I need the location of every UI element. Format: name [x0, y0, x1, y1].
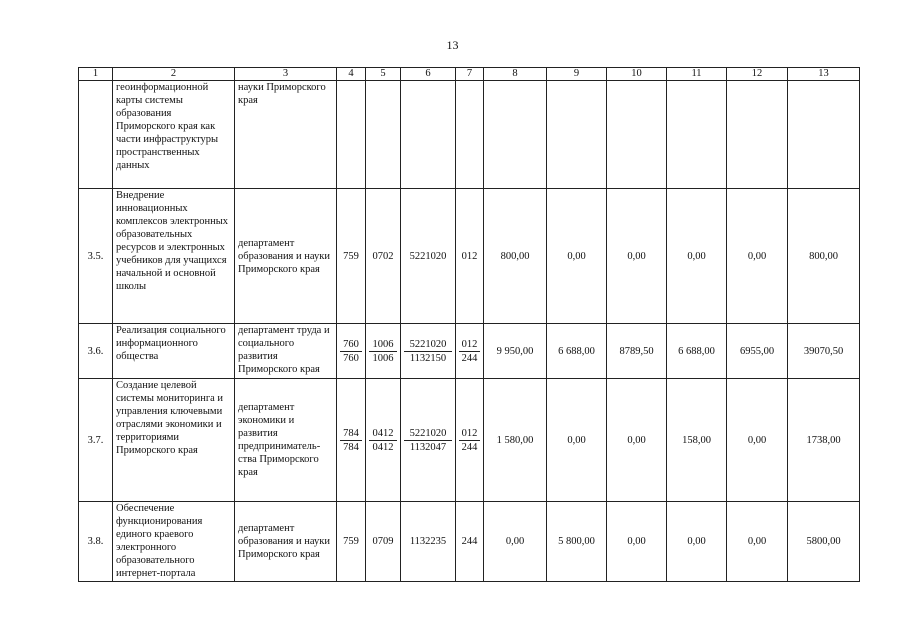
amount-col12: 0,00 [727, 379, 788, 502]
ministry-code: 760 [343, 352, 359, 364]
amount-col10: 0,00 [607, 189, 667, 324]
target-code: 1132047 [409, 441, 447, 453]
department: департамент образования и науки Приморского края [235, 189, 337, 324]
measure-name: Реализация социального информационного общества [113, 324, 235, 379]
amount-col12: 0,00 [727, 189, 788, 324]
expense-type: 244 [461, 441, 478, 453]
department: департамент экономики и развития предприниматель-ства Приморского края [235, 379, 337, 502]
target-code: 1132150 [409, 352, 447, 364]
ministry-code-cell [337, 379, 366, 502]
page-number: 13 [446, 38, 459, 52]
header-cell: 10 [607, 68, 667, 81]
ministry-code: 760 [340, 337, 362, 351]
measure-name: Создание целевой системы мониторинга и управления ключевыми отраслями экономики и территориями Приморского края [113, 379, 235, 502]
amount-col12: 0,00 [727, 502, 788, 582]
expense-type: 012 [459, 337, 480, 351]
expense-type: 244 [461, 352, 478, 364]
amount-col11: 158,00 [667, 379, 727, 502]
header-cell: 6 [401, 68, 456, 81]
amount-col11: 0,00 [667, 189, 727, 324]
section-code: 0702 [366, 189, 401, 324]
row-number: 3.6. [79, 324, 113, 379]
amount-col11: 6 688,00 [667, 324, 727, 379]
amount-col9: 6 688,00 [547, 324, 607, 379]
expense-type-cell [456, 379, 484, 502]
amount-col10: 0,00 [607, 379, 667, 502]
ministry-code: 759 [337, 502, 366, 582]
section-code: 0412 [372, 441, 394, 453]
expense-type-cell [456, 324, 484, 379]
department: департамент образования и науки Приморского края [235, 502, 337, 582]
expense-type: 012 [459, 426, 480, 440]
department: науки Приморского края [235, 81, 337, 189]
row-number: 3.8. [79, 502, 113, 582]
row-number: 3.5. [79, 189, 113, 324]
target-code-cell [401, 379, 456, 502]
amount-col11: 0,00 [667, 502, 727, 582]
table-row-3-7 [79, 379, 860, 502]
amount-col9: 0,00 [547, 189, 607, 324]
header-cell: 9 [547, 68, 607, 81]
amount-total: 800,00 [788, 189, 860, 324]
header-cell: 3 [235, 68, 337, 81]
measure-name: геоинформационной карты системы образования Приморского края как части инфраструктуры пространственных данных [113, 81, 235, 189]
amount-col9: 0,00 [547, 379, 607, 502]
section-code: 0709 [366, 502, 401, 582]
section-code: 1006 [369, 337, 397, 351]
amount-total: 1738,00 [788, 379, 860, 502]
budget-table [78, 67, 860, 582]
target-code: 5221020 [404, 337, 452, 351]
header-cell: 8 [484, 68, 547, 81]
header-cell: 12 [727, 68, 788, 81]
measure-name: Внедрение инновационных комплексов электронных образовательных ресурсов и электронных учебников для учащихся начальной и основной школы [113, 189, 235, 324]
amount-col8: 1 580,00 [484, 379, 547, 502]
target-code: 5221020 [404, 426, 452, 440]
ministry-code: 784 [343, 441, 359, 453]
table-row-3-6 [79, 324, 860, 379]
amount-total: 39070,50 [788, 324, 860, 379]
ministry-code-cell [337, 324, 366, 379]
header-cell: 5 [366, 68, 401, 81]
header-cell: 7 [456, 68, 484, 81]
expense-type: 244 [456, 502, 484, 582]
amount-col10: 0,00 [607, 502, 667, 582]
row-number: 3.7. [79, 379, 113, 502]
target-code: 5221020 [401, 189, 456, 324]
department: департамент труда и социального развития Приморского края [235, 324, 337, 379]
header-cell: 1 [79, 68, 113, 81]
amount-col10: 8789,50 [607, 324, 667, 379]
header-cell: 2 [113, 68, 235, 81]
section-code-cell [366, 324, 401, 379]
header-cell: 13 [788, 68, 860, 81]
ministry-code: 759 [337, 189, 366, 324]
table-row-continuation [79, 81, 860, 189]
target-code: 1132235 [401, 502, 456, 582]
amount-col8: 0,00 [484, 502, 547, 582]
measure-name: Обеспечение функционирования единого краевого электронного образовательного интернет-портала [113, 502, 235, 582]
header-cell: 4 [337, 68, 366, 81]
header-cell: 11 [667, 68, 727, 81]
amount-col8: 9 950,00 [484, 324, 547, 379]
amount-col8: 800,00 [484, 189, 547, 324]
section-code: 1006 [372, 352, 394, 364]
ministry-code: 784 [340, 426, 362, 440]
amount-col12: 6955,00 [727, 324, 788, 379]
row-number [79, 81, 113, 189]
table-row-3-8 [79, 502, 860, 582]
header-row [79, 68, 860, 81]
target-code-cell [401, 324, 456, 379]
amount-total: 5800,00 [788, 502, 860, 582]
expense-type: 012 [456, 189, 484, 324]
section-code-cell [366, 379, 401, 502]
amount-col9: 5 800,00 [547, 502, 607, 582]
section-code: 0412 [369, 426, 397, 440]
table-row-3-5 [79, 189, 860, 324]
